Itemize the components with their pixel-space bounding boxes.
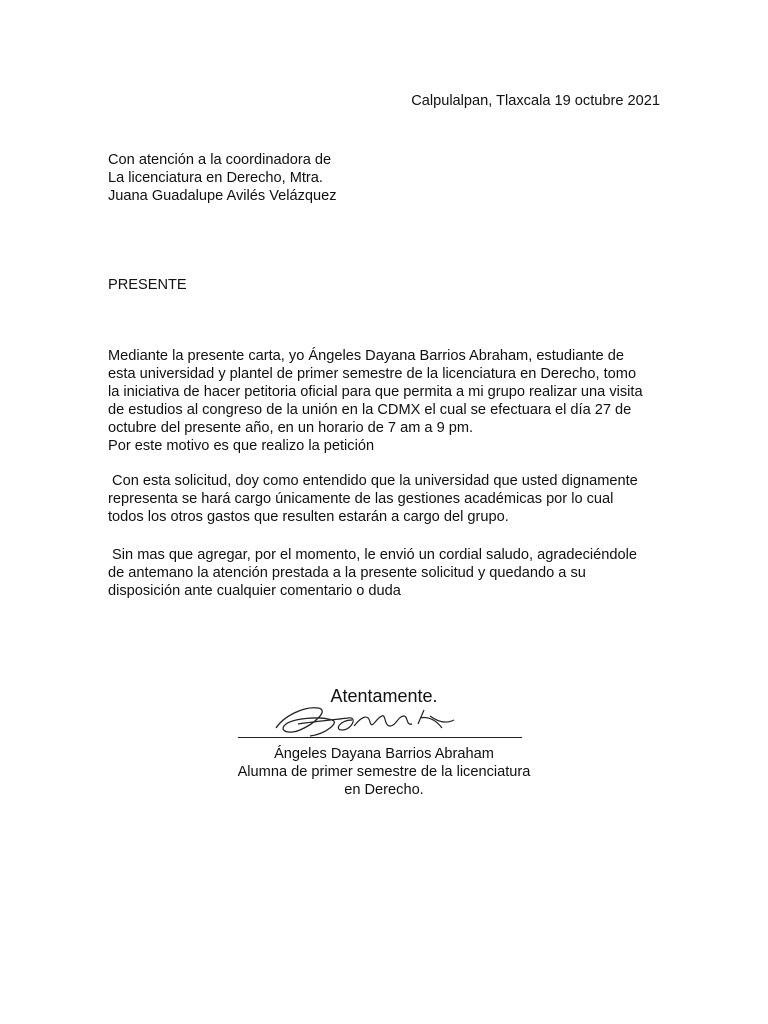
closing-text: Atentamente. bbox=[330, 686, 438, 706]
recipient-line-2: La licenciatura en Derecho, Mtra. bbox=[108, 170, 323, 186]
paragraph1-line: Mediante la presente carta, yo Ángeles Dayana Barrios Abraham, estudiante de bbox=[108, 348, 624, 364]
paragraph2-line: Con esta solicitud, doy como entendido que la universidad que usted dignamente bbox=[108, 473, 638, 489]
signer-role-line-2: en Derecho. bbox=[344, 782, 424, 798]
paragraph1-line: la iniciativa de hacer petitoria oficial para que permita a mi grupo realizar una visita bbox=[108, 384, 643, 400]
paragraph1-line: de estudios al congreso de la unión en la CDMX el cual se efectuara el día 27 de bbox=[108, 402, 632, 418]
paragraph2-line: representa se hará cargo únicamente de las gestiones académicas por lo cual bbox=[108, 491, 614, 507]
recipient-line-3: Juana Guadalupe Avilés Velázquez bbox=[108, 188, 337, 204]
paragraph3-line: disposición ante cualquier comentario o duda bbox=[108, 583, 401, 599]
signer-name: Ángeles Dayana Barrios Abraham bbox=[274, 746, 494, 762]
recipient-line-1: Con atención a la coordinadora de bbox=[108, 152, 332, 168]
paragraph1-line: Por este motivo es que realizo la petición bbox=[108, 438, 375, 454]
paragraph2-line: todos los otros gastos que resulten estarán a cargo del grupo. bbox=[108, 509, 509, 525]
paragraph3-line: Sin mas que agregar, por el momento, le envió un cordial saludo, agradeciéndole bbox=[108, 547, 637, 563]
paragraph1-line: octubre del presente año, en un horario de 7 am a 9 pm. bbox=[108, 420, 474, 436]
paragraph1-line: esta universidad y plantel de primer semestre de la licenciatura en Derecho, tomo bbox=[108, 366, 637, 382]
signer-role-line-1: Alumna de primer semestre de la licenciatura bbox=[237, 764, 531, 780]
date-line: Calpulalpan, Tlaxcala 19 octubre 2021 bbox=[411, 93, 660, 109]
paragraph3-line: de antemano la atención prestada a la presente solicitud y quedando a su bbox=[108, 565, 586, 581]
salutation: PRESENTE bbox=[108, 277, 187, 293]
signature-line bbox=[238, 737, 522, 738]
